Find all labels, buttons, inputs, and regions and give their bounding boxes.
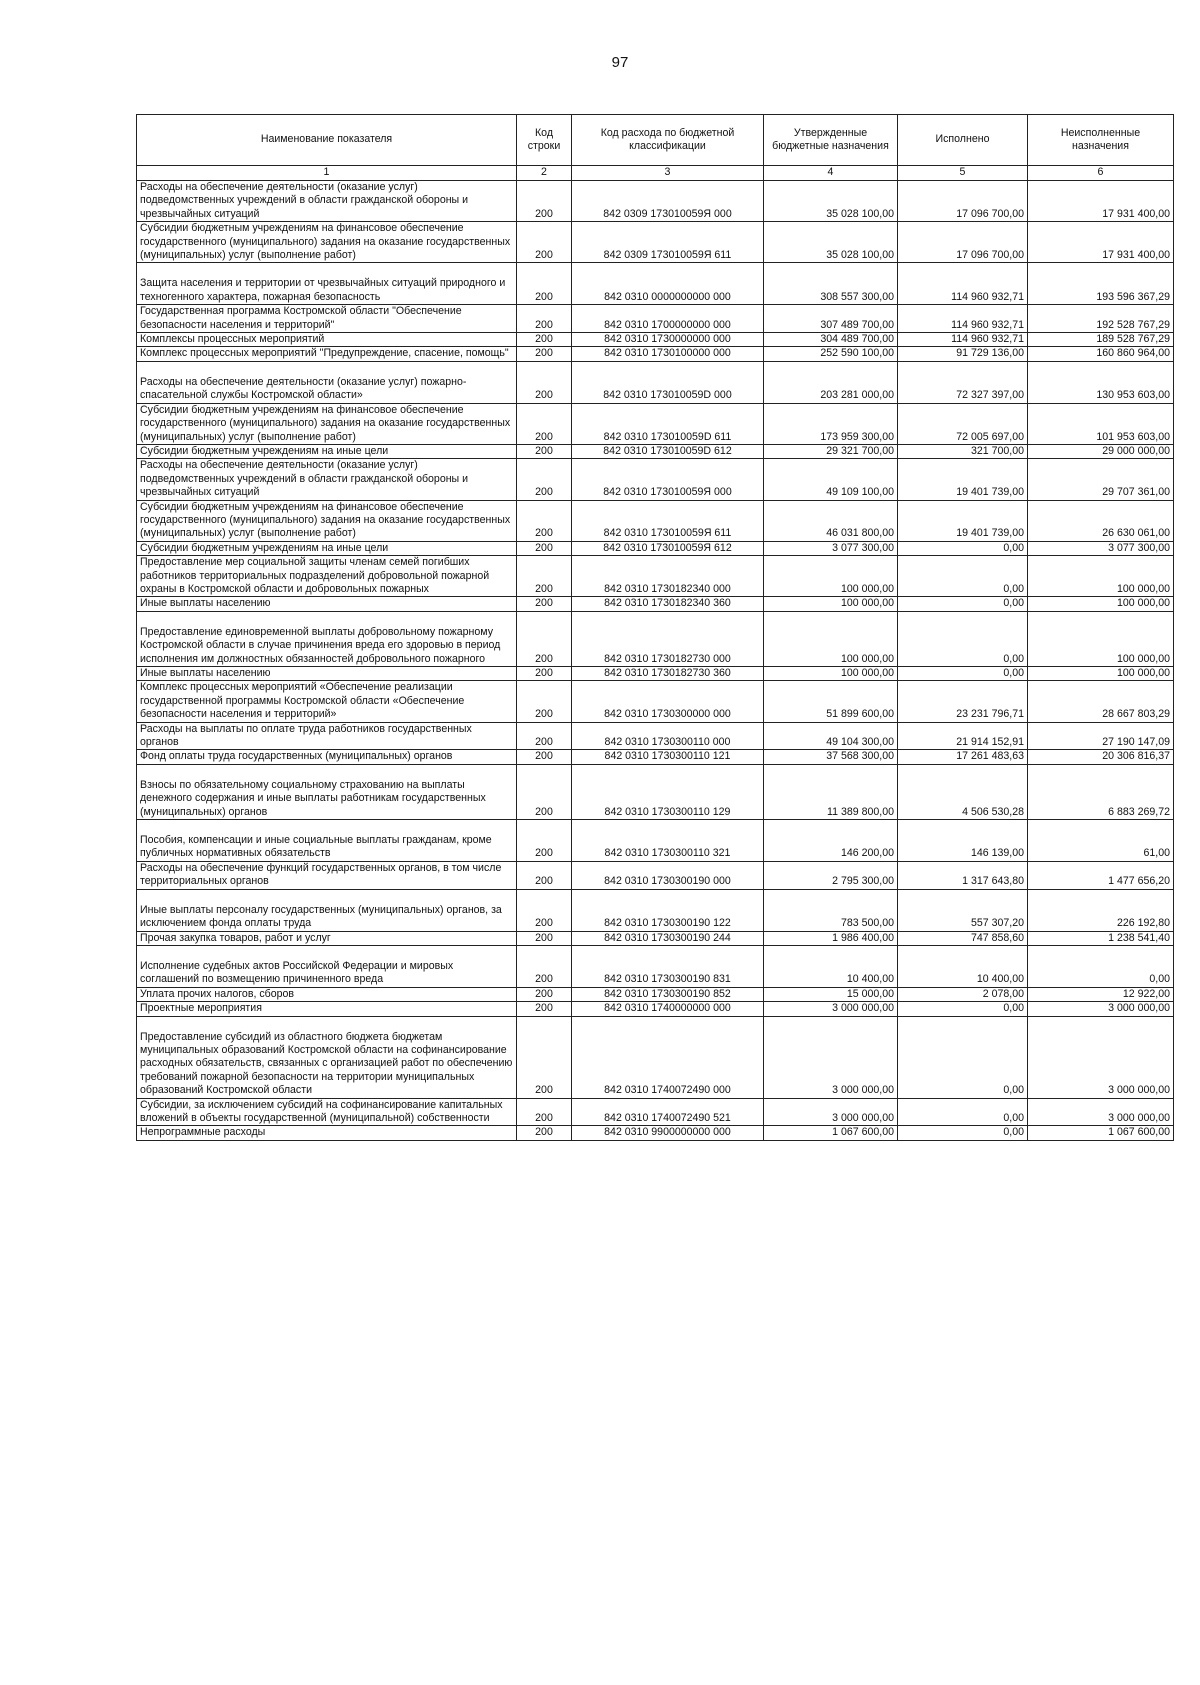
row-unexecuted: 26 630 061,00 xyxy=(1028,500,1174,541)
row-name: Субсидии бюджетным учреждениям на финансовое обеспечение государственного (муниципального) задания на оказание государственных (муниципальных) услуг (выполнение работ) xyxy=(137,222,517,263)
row-name: Иные выплаты персоналу государственных (муниципальных) органов, за исключением фонда оплаты труда xyxy=(137,889,517,931)
row-name: Защита населения и территории от чрезвычайных ситуаций природного и техногенного характера, пожарная безопасность xyxy=(137,263,517,305)
table-row xyxy=(137,500,1174,541)
table-row xyxy=(137,459,1174,500)
row-code: 200 xyxy=(517,611,572,666)
row-name: Субсидии бюджетным учреждениям на финансовое обеспечение государственного (муниципального) задания на оказание государственных (муниципальных) услуг (выполнение работ) xyxy=(137,500,517,541)
row-unexecuted: 100 000,00 xyxy=(1028,597,1174,611)
row-unexecuted: 3 077 300,00 xyxy=(1028,541,1174,555)
table-row xyxy=(137,347,1174,361)
table-row xyxy=(137,541,1174,555)
table-row xyxy=(137,611,1174,666)
row-unexecuted: 1 238 541,40 xyxy=(1028,931,1174,945)
row-classification: 842 0309 173010059Я 000 xyxy=(572,181,764,222)
row-unexecuted: 100 000,00 xyxy=(1028,611,1174,666)
row-executed: 114 960 932,71 xyxy=(898,305,1028,333)
row-code: 200 xyxy=(517,333,572,347)
page-number: 97 xyxy=(611,54,629,71)
row-name: Фонд оплаты труда государственных (муниципальных) органов xyxy=(137,750,517,764)
table-row xyxy=(137,403,1174,444)
row-code: 200 xyxy=(517,181,572,222)
row-executed: 91 729 136,00 xyxy=(898,347,1028,361)
table-row xyxy=(137,263,1174,305)
column-number: 6 xyxy=(1028,166,1174,181)
table-row xyxy=(137,222,1174,263)
row-executed: 114 960 932,71 xyxy=(898,263,1028,305)
row-unexecuted: 100 000,00 xyxy=(1028,556,1174,597)
row-classification: 842 0310 173010059D 612 xyxy=(572,444,764,458)
row-unexecuted: 3 000 000,00 xyxy=(1028,1016,1174,1098)
row-name: Расходы на обеспечение функций государственных органов, в том числе территориальных органов xyxy=(137,861,517,889)
row-unexecuted: 28 667 803,29 xyxy=(1028,681,1174,722)
row-code: 200 xyxy=(517,750,572,764)
row-classification: 842 0310 1730300190 852 xyxy=(572,987,764,1001)
row-executed: 0,00 xyxy=(898,556,1028,597)
row-code: 200 xyxy=(517,222,572,263)
row-unexecuted: 130 953 603,00 xyxy=(1028,361,1174,403)
header-code: Код строки xyxy=(517,115,572,166)
table-row xyxy=(137,305,1174,333)
row-name: Государственная программа Костромской области "Обеспечение безопасности населения и территорий" xyxy=(137,305,517,333)
row-approved: 783 500,00 xyxy=(764,889,898,931)
row-unexecuted: 20 306 816,37 xyxy=(1028,750,1174,764)
row-code: 200 xyxy=(517,820,572,862)
table-row xyxy=(137,681,1174,722)
column-number-row xyxy=(137,166,1174,181)
row-name: Субсидии бюджетным учреждениям на финансовое обеспечение государственного (муниципального) задания на оказание государственных (муниципальных) услуг (выполнение работ) xyxy=(137,403,517,444)
row-unexecuted: 3 000 000,00 xyxy=(1028,1002,1174,1016)
table-row xyxy=(137,597,1174,611)
row-approved: 3 000 000,00 xyxy=(764,1016,898,1098)
row-name: Пособия, компенсации и иные социальные выплаты гражданам, кроме публичных нормативных обязательств xyxy=(137,820,517,862)
table-row xyxy=(137,361,1174,403)
row-name: Расходы на выплаты по оплате труда работников государственных органов xyxy=(137,722,517,750)
row-classification: 842 0310 1730182340 000 xyxy=(572,556,764,597)
table-row xyxy=(137,945,1174,987)
row-executed: 0,00 xyxy=(898,1126,1028,1140)
header-name: Наименование показателя xyxy=(137,115,517,166)
row-unexecuted: 3 000 000,00 xyxy=(1028,1098,1174,1126)
row-executed: 72 327 397,00 xyxy=(898,361,1028,403)
row-unexecuted: 100 000,00 xyxy=(1028,667,1174,681)
row-executed: 10 400,00 xyxy=(898,945,1028,987)
row-unexecuted: 12 922,00 xyxy=(1028,987,1174,1001)
row-code: 200 xyxy=(517,305,572,333)
table-header-row xyxy=(137,115,1174,166)
row-approved: 1 067 600,00 xyxy=(764,1126,898,1140)
row-executed: 19 401 739,00 xyxy=(898,500,1028,541)
row-approved: 51 899 600,00 xyxy=(764,681,898,722)
row-name: Расходы на обеспечение деятельности (оказание услуг) подведомственных учреждений в области гражданской обороны и чрезвычайных ситуаций xyxy=(137,181,517,222)
row-executed: 21 914 152,91 xyxy=(898,722,1028,750)
row-unexecuted: 101 953 603,00 xyxy=(1028,403,1174,444)
row-classification: 842 0309 173010059Я 611 xyxy=(572,222,764,263)
row-approved: 15 000,00 xyxy=(764,987,898,1001)
row-code: 200 xyxy=(517,459,572,500)
row-code: 200 xyxy=(517,931,572,945)
row-classification: 842 0310 1740072490 000 xyxy=(572,1016,764,1098)
row-approved: 100 000,00 xyxy=(764,611,898,666)
row-code: 200 xyxy=(517,945,572,987)
row-approved: 11 389 800,00 xyxy=(764,764,898,819)
row-code: 200 xyxy=(517,347,572,361)
row-approved: 307 489 700,00 xyxy=(764,305,898,333)
row-code: 200 xyxy=(517,1126,572,1140)
row-unexecuted: 193 596 367,29 xyxy=(1028,263,1174,305)
column-number: 4 xyxy=(764,166,898,181)
row-classification: 842 0310 1730300110 321 xyxy=(572,820,764,862)
row-name: Прочая закупка товаров, работ и услуг xyxy=(137,931,517,945)
row-executed: 0,00 xyxy=(898,541,1028,555)
row-classification: 842 0310 1730300110 129 xyxy=(572,764,764,819)
row-classification: 842 0310 1730100000 000 xyxy=(572,347,764,361)
row-code: 200 xyxy=(517,861,572,889)
column-number: 2 xyxy=(517,166,572,181)
row-approved: 29 321 700,00 xyxy=(764,444,898,458)
row-executed: 0,00 xyxy=(898,611,1028,666)
row-name: Предоставление единовременной выплаты добровольному пожарному Костромской области в случае причинения вреда его здоровью в период исполнения им должностных обязанностей добровольного пожарного xyxy=(137,611,517,666)
row-code: 200 xyxy=(517,263,572,305)
row-executed: 23 231 796,71 xyxy=(898,681,1028,722)
row-unexecuted: 1 477 656,20 xyxy=(1028,861,1174,889)
row-classification: 842 0310 1730000000 000 xyxy=(572,333,764,347)
row-name: Проектные мероприятия xyxy=(137,1002,517,1016)
table-row xyxy=(137,722,1174,750)
row-classification: 842 0310 1730182730 360 xyxy=(572,667,764,681)
table-row xyxy=(137,444,1174,458)
row-classification: 842 0310 0000000000 000 xyxy=(572,263,764,305)
row-classification: 842 0310 1740072490 521 xyxy=(572,1098,764,1126)
row-code: 200 xyxy=(517,681,572,722)
table-row xyxy=(137,556,1174,597)
row-approved: 35 028 100,00 xyxy=(764,181,898,222)
row-unexecuted: 27 190 147,09 xyxy=(1028,722,1174,750)
row-approved: 10 400,00 xyxy=(764,945,898,987)
row-executed: 0,00 xyxy=(898,597,1028,611)
row-code: 200 xyxy=(517,1002,572,1016)
row-approved: 3 000 000,00 xyxy=(764,1002,898,1016)
row-name: Иные выплаты населению xyxy=(137,597,517,611)
row-classification: 842 0310 1730182730 000 xyxy=(572,611,764,666)
table-row xyxy=(137,333,1174,347)
row-executed: 17 096 700,00 xyxy=(898,181,1028,222)
row-classification: 842 0310 1730300190 831 xyxy=(572,945,764,987)
row-code: 200 xyxy=(517,1016,572,1098)
table-row xyxy=(137,667,1174,681)
row-approved: 100 000,00 xyxy=(764,597,898,611)
row-name: Предоставление мер социальной защиты членам семей погибших работников территориальных подразделений добровольной пожарной охраны в Костромской области и добровольных пожарных xyxy=(137,556,517,597)
row-classification: 842 0310 1730300110 000 xyxy=(572,722,764,750)
table-row xyxy=(137,1002,1174,1016)
row-executed: 4 506 530,28 xyxy=(898,764,1028,819)
row-name: Субсидии, за исключением субсидий на софинансирование капитальных вложений в объекты государственной (муниципальной) собственности xyxy=(137,1098,517,1126)
row-unexecuted: 61,00 xyxy=(1028,820,1174,862)
header-executed: Исполнено xyxy=(898,115,1028,166)
row-approved: 37 568 300,00 xyxy=(764,750,898,764)
row-executed: 19 401 739,00 xyxy=(898,459,1028,500)
row-approved: 3 000 000,00 xyxy=(764,1098,898,1126)
row-classification: 842 0310 1740000000 000 xyxy=(572,1002,764,1016)
row-name: Непрограммные расходы xyxy=(137,1126,517,1140)
column-number: 1 xyxy=(137,166,517,181)
table-row xyxy=(137,750,1174,764)
row-approved: 100 000,00 xyxy=(764,556,898,597)
row-code: 200 xyxy=(517,500,572,541)
row-executed: 0,00 xyxy=(898,667,1028,681)
row-executed: 0,00 xyxy=(898,1098,1028,1126)
row-approved: 35 028 100,00 xyxy=(764,222,898,263)
row-approved: 49 104 300,00 xyxy=(764,722,898,750)
row-classification: 842 0310 173010059D 000 xyxy=(572,361,764,403)
row-classification: 842 0310 1730300190 122 xyxy=(572,889,764,931)
row-unexecuted: 160 860 964,00 xyxy=(1028,347,1174,361)
row-name: Иные выплаты населению xyxy=(137,667,517,681)
table-row xyxy=(137,889,1174,931)
row-unexecuted: 0,00 xyxy=(1028,945,1174,987)
table-row xyxy=(137,987,1174,1001)
row-approved: 146 200,00 xyxy=(764,820,898,862)
row-approved: 252 590 100,00 xyxy=(764,347,898,361)
row-executed: 2 078,00 xyxy=(898,987,1028,1001)
row-approved: 203 281 000,00 xyxy=(764,361,898,403)
row-classification: 842 0310 1730300000 000 xyxy=(572,681,764,722)
row-classification: 842 0310 1700000000 000 xyxy=(572,305,764,333)
row-code: 200 xyxy=(517,361,572,403)
row-name: Уплата прочих налогов, сборов xyxy=(137,987,517,1001)
row-executed: 114 960 932,71 xyxy=(898,333,1028,347)
table-row xyxy=(137,861,1174,889)
row-executed: 1 317 643,80 xyxy=(898,861,1028,889)
row-classification: 842 0310 1730300190 244 xyxy=(572,931,764,945)
row-unexecuted: 29 000 000,00 xyxy=(1028,444,1174,458)
table-row xyxy=(137,931,1174,945)
row-approved: 3 077 300,00 xyxy=(764,541,898,555)
row-approved: 100 000,00 xyxy=(764,667,898,681)
row-name: Взносы по обязательному социальному страхованию на выплаты денежного содержания и иные выплаты работникам государственных (муниципальных) органов xyxy=(137,764,517,819)
row-classification: 842 0310 173010059Я 612 xyxy=(572,541,764,555)
row-code: 200 xyxy=(517,403,572,444)
row-name: Субсидии бюджетным учреждениям на иные цели xyxy=(137,541,517,555)
row-unexecuted: 192 528 767,29 xyxy=(1028,305,1174,333)
row-classification: 842 0310 173010059D 611 xyxy=(572,403,764,444)
row-classification: 842 0310 1730182340 360 xyxy=(572,597,764,611)
row-code: 200 xyxy=(517,889,572,931)
row-name: Расходы на обеспечение деятельности (оказание услуг) пожарно-спасательной службы Костромской области» xyxy=(137,361,517,403)
row-code: 200 xyxy=(517,541,572,555)
row-classification: 842 0310 1730300190 000 xyxy=(572,861,764,889)
row-unexecuted: 6 883 269,72 xyxy=(1028,764,1174,819)
row-approved: 308 557 300,00 xyxy=(764,263,898,305)
row-executed: 747 858,60 xyxy=(898,931,1028,945)
row-code: 200 xyxy=(517,667,572,681)
row-unexecuted: 17 931 400,00 xyxy=(1028,222,1174,263)
column-number: 3 xyxy=(572,166,764,181)
table-row xyxy=(137,764,1174,819)
row-name: Расходы на обеспечение деятельности (оказание услуг) подведомственных учреждений в области гражданской обороны и чрезвычайных ситуаций xyxy=(137,459,517,500)
table-row xyxy=(137,181,1174,222)
row-classification: 842 0310 173010059Я 000 xyxy=(572,459,764,500)
row-executed: 72 005 697,00 xyxy=(898,403,1028,444)
row-code: 200 xyxy=(517,597,572,611)
row-name: Комплекс процессных мероприятий «Обеспечение реализации государственной программы Костромской области «Обеспечение безопасности населения и территорий» xyxy=(137,681,517,722)
row-name: Субсидии бюджетным учреждениям на иные цели xyxy=(137,444,517,458)
row-executed: 146 139,00 xyxy=(898,820,1028,862)
row-name: Комплекс процессных мероприятий "Предупреждение, спасение, помощь" xyxy=(137,347,517,361)
budget-execution-table xyxy=(136,114,1174,1141)
table-row xyxy=(137,1126,1174,1140)
row-name: Комплексы процессных мероприятий xyxy=(137,333,517,347)
row-name: Исполнение судебных актов Российской Федерации и мировых соглашений по возмещению причиненного вреда xyxy=(137,945,517,987)
row-code: 200 xyxy=(517,556,572,597)
row-unexecuted: 226 192,80 xyxy=(1028,889,1174,931)
header-unexecuted: Неисполненные назначения xyxy=(1028,115,1174,166)
row-executed: 321 700,00 xyxy=(898,444,1028,458)
row-executed: 0,00 xyxy=(898,1002,1028,1016)
row-code: 200 xyxy=(517,1098,572,1126)
row-classification: 842 0310 9900000000 000 xyxy=(572,1126,764,1140)
row-unexecuted: 17 931 400,00 xyxy=(1028,181,1174,222)
row-approved: 46 031 800,00 xyxy=(764,500,898,541)
row-executed: 0,00 xyxy=(898,1016,1028,1098)
row-unexecuted: 1 067 600,00 xyxy=(1028,1126,1174,1140)
row-code: 200 xyxy=(517,764,572,819)
row-classification: 842 0310 1730300110 121 xyxy=(572,750,764,764)
row-approved: 49 109 100,00 xyxy=(764,459,898,500)
header-classification: Код расхода по бюджетной классификации xyxy=(572,115,764,166)
row-code: 200 xyxy=(517,722,572,750)
row-code: 200 xyxy=(517,987,572,1001)
row-classification: 842 0310 173010059Я 611 xyxy=(572,500,764,541)
row-approved: 2 795 300,00 xyxy=(764,861,898,889)
row-executed: 17 261 483,63 xyxy=(898,750,1028,764)
header-approved: Утвержденные бюджетные назначения xyxy=(764,115,898,166)
row-executed: 557 307,20 xyxy=(898,889,1028,931)
row-approved: 1 986 400,00 xyxy=(764,931,898,945)
row-code: 200 xyxy=(517,444,572,458)
table-body xyxy=(137,181,1174,1141)
table-row xyxy=(137,820,1174,862)
column-number: 5 xyxy=(898,166,1028,181)
table-row xyxy=(137,1016,1174,1098)
row-executed: 17 096 700,00 xyxy=(898,222,1028,263)
row-approved: 304 489 700,00 xyxy=(764,333,898,347)
table-row xyxy=(137,1098,1174,1126)
row-name: Предоставление субсидий из областного бюджета бюджетам муниципальных образований Костромской области на софинансирование расходных обязательств, связанных с организацией работ по обеспечению требований пожарной безопасности на территории муниципальных образований Костромской области xyxy=(137,1016,517,1098)
row-approved: 173 959 300,00 xyxy=(764,403,898,444)
row-unexecuted: 189 528 767,29 xyxy=(1028,333,1174,347)
row-unexecuted: 29 707 361,00 xyxy=(1028,459,1174,500)
